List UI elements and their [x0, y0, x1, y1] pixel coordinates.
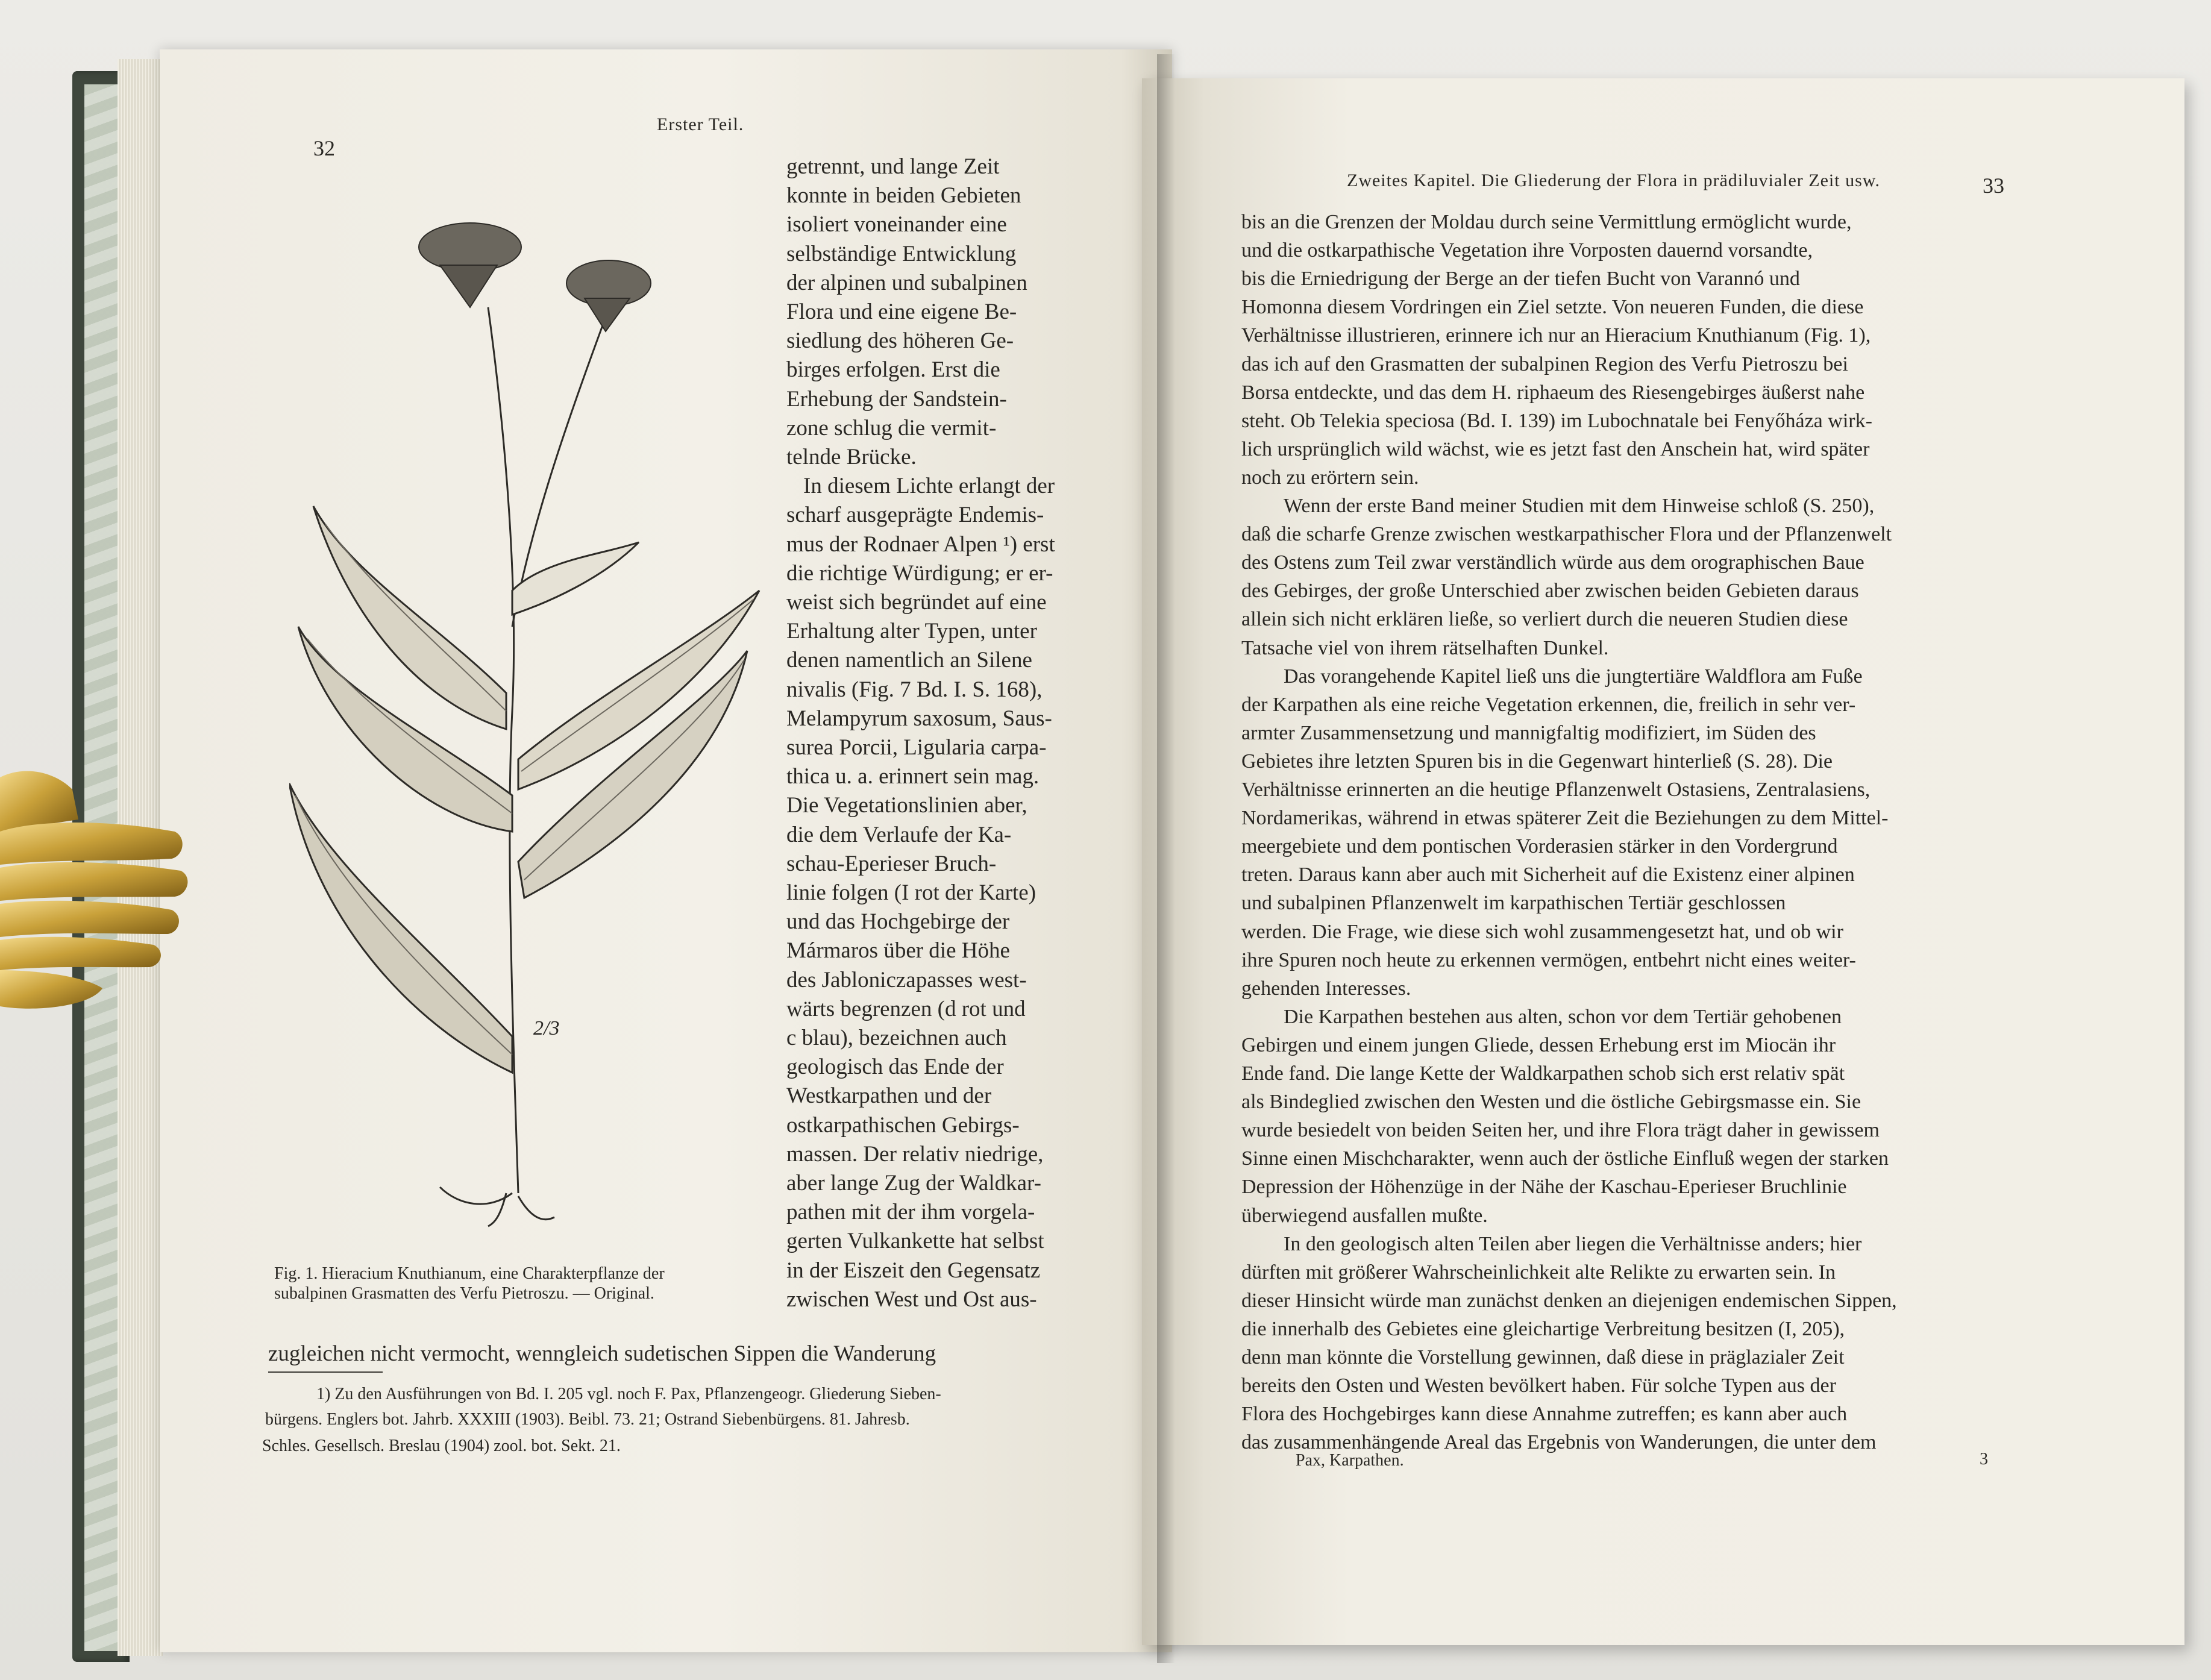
- left-column-line: Die Vegetationslinien aber,: [786, 793, 1027, 818]
- right-page-line: Verhältnisse erinnerten an die heutige Pflanzenwelt Ostasiens, Zentralasiens,: [1241, 779, 1871, 801]
- right-page-line: Gebirgen und einem jungen Gliede, dessen Erhebung erst im Miocän ihr: [1241, 1034, 1836, 1056]
- right-page-line: Die Karpathen bestehen aus alten, schon vor dem Tertiär gehobenen: [1284, 1006, 1842, 1028]
- right-page-line: und die ostkarpathische Vegetation ihre Vorposten dauernd vorsandte,: [1241, 239, 1813, 262]
- right-page-line: werden. Die Frage, wie diese sich wohl zusammengesetzt hat, und ob wir: [1241, 921, 1843, 943]
- signature-mark: Pax, Karpathen.: [1296, 1451, 1404, 1470]
- left-column-line: denen namentlich an Silene: [786, 648, 1032, 672]
- right-page-line: überwiegend ausfallen mußte.: [1241, 1205, 1488, 1227]
- scale-note: 2/3: [533, 1017, 560, 1039]
- left-column-line: pathen mit der ihm vorgela-: [786, 1200, 1035, 1224]
- right-page-line: dürften mit größerer Wahrscheinlichkeit alte Relikte zu erwarten sein. In: [1241, 1261, 1836, 1284]
- left-column-line: Erhaltung alter Typen, unter: [786, 619, 1037, 644]
- left-column-line: linie folgen (I rot der Karte): [786, 880, 1037, 905]
- left-column-line: Erhebung der Sandstein-: [786, 387, 1007, 412]
- right-page-line: steht. Ob Telekia speciosa (Bd. I. 139) im Lubochnatale bei Fenyőháza wirk-: [1241, 410, 1872, 432]
- right-page-line: der Karpathen als eine reiche Vegetation erkennen, die, freilich in sehr ver-: [1241, 694, 1856, 716]
- left-full-width-line: zugleichen nicht vermocht, wenngleich sudetischen Sippen die Wanderung: [268, 1341, 936, 1366]
- left-column-line: zone schlug die vermit-: [786, 416, 997, 440]
- right-page-line: dieser Hinsicht würde man zunächst denken an diejenigen endemischen Sippen,: [1241, 1290, 1897, 1312]
- right-page-line: als Bindeglied zwischen den Westen und die östliche Gebirgsmasse ein. Sie: [1241, 1091, 1861, 1113]
- footnote-rule: [268, 1371, 383, 1373]
- right-page-line: meergebiete und dem pontischen Vorderasien stärker in den Vordergrund: [1241, 835, 1838, 857]
- right-page-line: Nordamerikas, während in etwas späterer Zeit die Beziehungen zu dem Mittel-: [1241, 807, 1889, 829]
- right-page-line: Sinne einen Mischcharakter, wenn auch der östliche Einfluß wegen der starken: [1241, 1147, 1889, 1170]
- right-page-line: gehenden Interesses.: [1241, 977, 1411, 1000]
- gutter-shadow: [1157, 54, 1175, 1663]
- left-column-line: aber lange Zug der Waldkar-: [786, 1171, 1041, 1196]
- left-column-line: siedlung des höheren Ge-: [786, 328, 1014, 353]
- right-page-line: denn man könnte die Vorstellung gewinnen, daß diese in präglazialer Zeit: [1241, 1346, 1845, 1368]
- signature-number: 3: [1980, 1450, 1988, 1468]
- left-column-line: wärts begrenzen (d rot und: [786, 997, 1026, 1021]
- right-page-line: das ich auf den Grasmatten der subalpinen Region des Verfu Pietroszu bei: [1241, 353, 1848, 375]
- right-page-line: Depression der Höhenzüge in der Nähe der Kaschau-Eperieser Bruchlinie: [1241, 1176, 1847, 1198]
- right-page-line: Homonna diesem Vordringen ein Ziel setzte. Von neueren Funden, die diese: [1241, 296, 1864, 318]
- left-column-line: die richtige Würdigung; er er-: [786, 561, 1053, 586]
- left-column-line: Mármaros über die Höhe: [786, 938, 1010, 963]
- right-page-line: Gebietes ihre letzten Spuren bis in die Gegenwart hinterließ (S. 28). Die: [1241, 750, 1833, 773]
- figure-caption-line-2: subalpinen Grasmatten des Verfu Pietroszu. — Original.: [274, 1284, 654, 1303]
- left-column-line: telnde Brücke.: [786, 445, 917, 469]
- right-page-line: das zusammenhängende Areal das Ergebnis von Wanderungen, die unter dem: [1241, 1431, 1877, 1453]
- right-page-line: noch zu erörtern sein.: [1241, 466, 1419, 489]
- right-page-line: des Ostens zum Teil zwar verständlich würde aus dem orographischen Baue: [1241, 551, 1864, 574]
- left-column-line: surea Porcii, Ligularia carpa-: [786, 735, 1047, 760]
- left-column-line: gerten Vulkankette hat selbst: [786, 1229, 1044, 1253]
- left-running-head: Erster Teil.: [657, 114, 744, 134]
- right-page-line: Tatsache viel von ihrem rätselhaften Dunkel.: [1241, 637, 1609, 659]
- right-page-line: Verhältnisse illustrieren, erinnere ich nur an Hieracium Knuthianum (Fig. 1),: [1241, 324, 1871, 346]
- right-page-line: treten. Daraus kann aber auch mit Sicherheit auf die Existenz einer alpinen: [1241, 864, 1855, 886]
- left-column-line: die dem Verlaufe der Ka-: [786, 823, 1012, 847]
- left-page-number: 32: [313, 136, 335, 160]
- right-running-head: Zweites Kapitel. Die Gliederung der Flora in prädiluvialer Zeit usw.: [1347, 171, 1880, 190]
- left-column-line: massen. Der relativ niedrige,: [786, 1142, 1044, 1167]
- right-page-line: Wenn der erste Band meiner Studien mit dem Hinweise schloß (S. 250),: [1284, 495, 1875, 517]
- right-page-line: Das vorangehende Kapitel ließ uns die jungtertiäre Waldflora am Fuße: [1284, 665, 1863, 688]
- left-column-line: nivalis (Fig. 7 Bd. I. S. 168),: [786, 677, 1043, 702]
- right-page-line: In den geologisch alten Teilen aber liegen die Verhältnisse anders; hier: [1284, 1233, 1862, 1255]
- right-page-line: armter Zusammensetzung und mannigfaltig modifiziert, im Süden des: [1241, 722, 1816, 744]
- right-page-line: allein sich nicht erklären ließe, so verliert durch die neueren Studien diese: [1241, 608, 1848, 630]
- left-column-line: getrennt, und lange Zeit: [786, 154, 1000, 179]
- hieracium-illustration: [289, 169, 771, 1229]
- left-column-line: thica u. a. erinnert sein mag.: [786, 764, 1040, 789]
- left-column-line: birges erfolgen. Erst die: [786, 357, 1000, 382]
- left-column-line: zwischen West und Ost aus-: [786, 1287, 1037, 1312]
- left-column-line: Melampyrum saxosum, Saus-: [786, 706, 1052, 731]
- left-column-line: konnte in beiden Gebieten: [786, 183, 1021, 208]
- left-column-line: schau-Eperieser Bruch-: [786, 851, 997, 876]
- left-column-line: In diesem Lichte erlangt der: [803, 474, 1055, 498]
- left-column-line: der alpinen und subalpinen: [786, 271, 1027, 295]
- left-column-line: geologisch das Ende der: [786, 1055, 1004, 1079]
- brass-hand-page-holder: [0, 753, 193, 1018]
- right-page-line: lich ursprünglich wild wächst, wie es jetzt fast den Anschein hat, wird später: [1241, 438, 1870, 460]
- right-page-line: bereits den Osten und Westen bevölkert haben. Für solche Typen aus der: [1241, 1374, 1836, 1397]
- left-column-line: Flora und eine eigene Be-: [786, 299, 1017, 324]
- figure-caption-line-1: Fig. 1. Hieracium Knuthianum, eine Charakterpflanze der: [274, 1264, 665, 1283]
- right-page-line: bis an die Grenzen der Moldau durch seine Vermittlung ermöglicht wurde,: [1241, 211, 1852, 233]
- left-column-line: Westkarpathen und der: [786, 1083, 992, 1108]
- right-page-line: ihre Spuren noch heute zu erkennen vermögen, entbehrt nicht eines weiter-: [1241, 949, 1856, 971]
- left-column-line: mus der Rodnaer Alpen ¹) erst: [786, 532, 1055, 557]
- footnote-line-1: 1) Zu den Ausführungen von Bd. I. 205 vgl. noch F. Pax, Pflanzengeogr. Gliederung Sieben-: [316, 1385, 941, 1403]
- right-page-line: und subalpinen Pflanzenwelt im karpathischen Tertiär geschlossen: [1241, 892, 1786, 914]
- right-page-line: des Gebirges, der große Unterschied aber zwischen beiden Gebieten daraus: [1241, 580, 1859, 602]
- left-column-line: c blau), bezeichnen auch: [786, 1026, 1007, 1050]
- right-page-line: Flora des Hochgebirges kann diese Annahme zutreffen; es kann aber auch: [1241, 1403, 1848, 1425]
- right-page-line: Borsa entdeckte, und das dem H. riphaeum des Riesengebirges äußerst nahe: [1241, 381, 1865, 404]
- right-page-line: wurde besiedelt von beiden Seiten her, und ihre Flora trägt daher in gewissem: [1241, 1119, 1880, 1141]
- left-column-line: isoliert voneinander eine: [786, 212, 1007, 237]
- right-page-line: die innerhalb des Gebietes eine gleichartige Verbreitung besitzen (I, 205),: [1241, 1318, 1845, 1340]
- left-column-line: des Jabloniczapasses west-: [786, 968, 1027, 992]
- right-page-line: bis die Erniedrigung der Berge an der tiefen Bucht von Varannó und: [1241, 268, 1800, 290]
- footnote-line-3: Schles. Gesellsch. Breslau (1904) zool. bot. Sekt. 21.: [262, 1437, 621, 1455]
- left-column-line: scharf ausgeprägte Endemis-: [786, 503, 1044, 527]
- right-page-number: 33: [1983, 174, 2004, 198]
- right-page-line: daß die scharfe Grenze zwischen westkarpathischer Flora und der Pflanzenwelt: [1241, 523, 1892, 545]
- left-column-line: weist sich begründet auf eine: [786, 590, 1047, 615]
- left-column-line: und das Hochgebirge der: [786, 909, 1010, 934]
- left-column-line: in der Eiszeit den Gegensatz: [786, 1258, 1041, 1283]
- left-column-line: selbständige Entwicklung: [786, 242, 1017, 266]
- footnote-line-2: bürgens. Englers bot. Jahrb. XXXIII (1903). Beibl. 73. 21; Ostrand Siebenbürgens. 81. Jahresb.: [265, 1410, 910, 1429]
- left-column-line: ostkarpathischen Gebirgs-: [786, 1113, 1020, 1138]
- right-page-line: Ende fand. Die lange Kette der Waldkarpathen schob sich erst relativ spät: [1241, 1062, 1845, 1085]
